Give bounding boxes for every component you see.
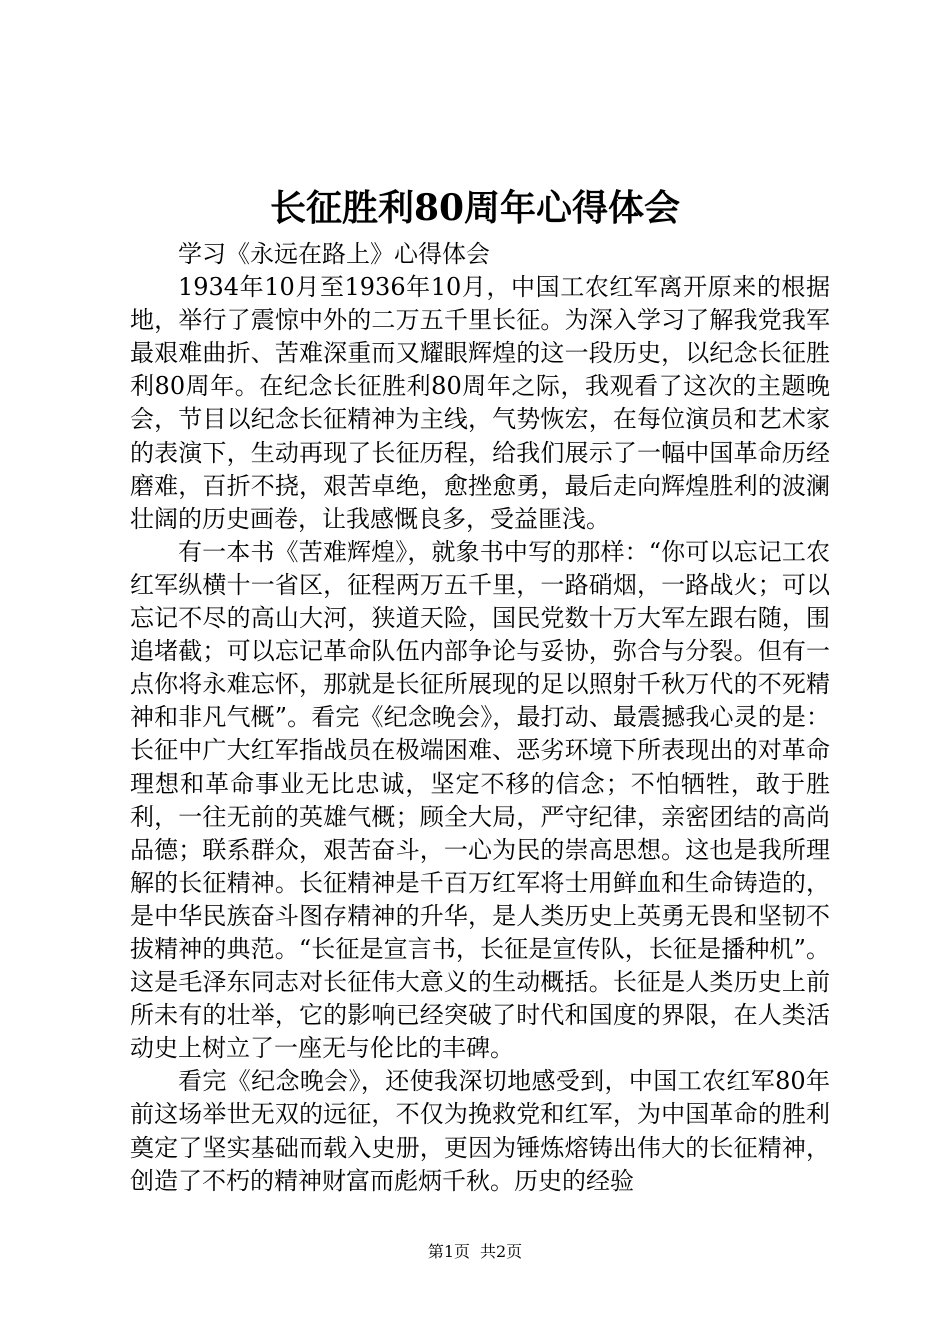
document-body: [130, 238, 830, 1198]
page-footer: [0, 1241, 950, 1263]
paragraph-1: 1934年10月至1936年10月，中国工农红军离开原来的根据地，举行了震惊中外的二万五千里长征。为深入学习了解我党我军最艰难曲折、苦难深重而又耀眼辉煌的这一段历史，以纪念长征胜利80周年。在纪念长征胜利80周年之际，我观看了这次的主题晚会，节目以纪念长征精神为主线，气势恢宏，在每位演员和艺术家的表演下，生动再现了长征历程，给我们展示了一幅中国革命历经磨难，百折不挠，艰苦卓绝，愈挫愈勇，最后走向辉煌胜利的波澜壮阔的历史画卷，让我感慨良多，受益匪浅。: [130, 273, 830, 533]
page-total: 共2页: [480, 1242, 523, 1261]
page-number: 第1页: [427, 1242, 470, 1261]
document-title: 长征胜利80周年心得体会: [269, 187, 681, 229]
document-subtitle: 学习《永远在路上》心得体会: [178, 240, 490, 268]
paragraph-2: 有一本书《苦难辉煌》，就象书中写的那样：“你可以忘记工农红军纵横十一省区，征程两万五千里，一路硝烟，一路战火；可以忘记不尽的高山大河，狭道天险，国民党数十万大军左跟右随，围追堵截；可以忘记革命队伍内部争论与妥协，弥合与分裂。但有一点你将永难忘怀，那就是长征所展现的足以照射千秋万代的不死精神和非凡气概”。看完《纪念晚会》，最打动、最震撼我心灵的是：长征中广大红军指战员在极端困难、恶劣环境下所表现出的对革命理想和革命事业无比忠诚，坚定不移的信念；不怕牺牲，敢于胜利，一往无前的英雄气概；顾全大局，严守纪律，亲密团结的高尚品德；联系群众，艰苦奋斗，一心为民的崇高思想。这也是我所理解的长征精神。长征精神是千百万红军将士用鲜血和生命铸造的，是中华民族奋斗图存精神的升华，是人类历史上英勇无畏和坚韧不拔精神的典范。“长征是宣言书，长征是宣传队，长征是播种机”。这是毛泽东同志对长征伟大意义的生动概括。长征是人类历史上前所未有的壮举，它的影响已经突破了时代和国度的界限，在人类活动史上树立了一座无与伦比的丰碑。: [130, 537, 830, 1063]
paragraph-3: 看完《纪念晚会》，还使我深切地感受到，中国工农红军80年前这场举世无双的远征，不仅为挽救党和红军，为中国革命的胜利奠定了坚实基础而载入史册，更因为锤炼熔铸出伟大的长征精神，创造了不朽的精神财富而彪炳千秋。历史的经验: [130, 1067, 830, 1195]
